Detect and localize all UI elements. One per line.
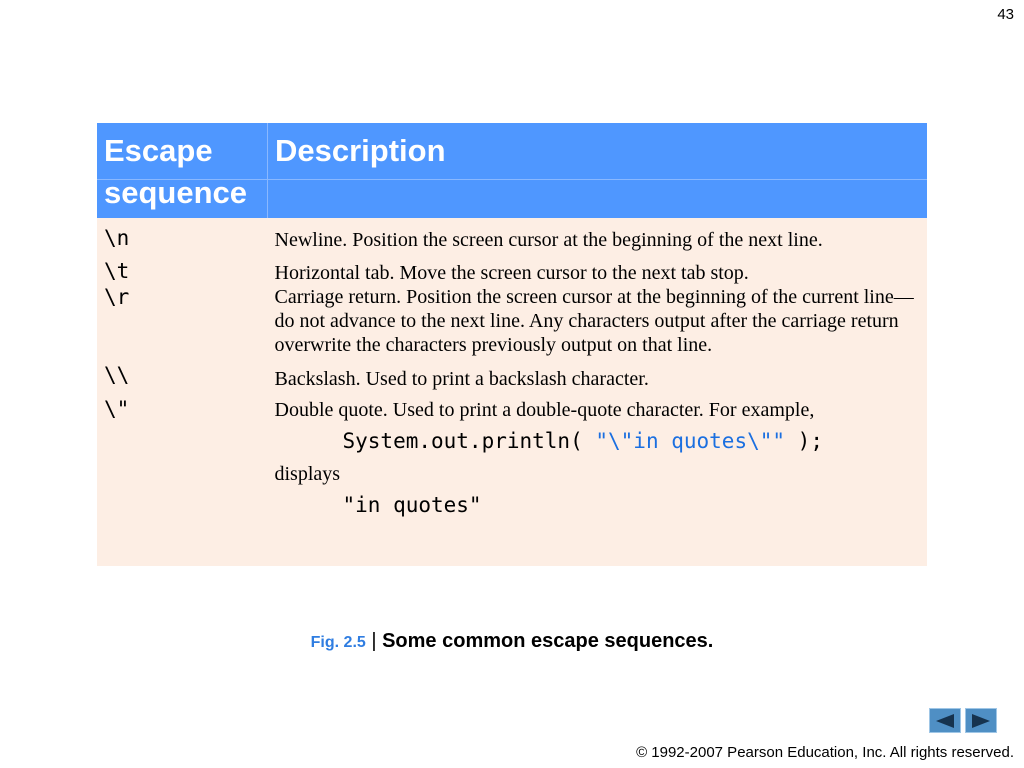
next-slide-button[interactable] <box>965 708 997 733</box>
escape-sequence-table-container <box>97 123 927 566</box>
table-row <box>97 218 927 257</box>
table-row <box>97 285 927 357</box>
slide-navigation <box>929 708 997 733</box>
description-cell: Backslash. Used to print a backslash character. <box>274 368 649 390</box>
header-description-label: Description <box>268 123 927 180</box>
code-string-literal: "\"in quotes\"" <box>595 429 786 453</box>
description-cell: Newline. Position the screen cursor at the beginning of the next line. <box>274 229 823 251</box>
code-output: "in quotes" <box>342 493 482 517</box>
escape-seq-cell: \n <box>104 226 130 250</box>
header-escape-label: Escape <box>97 123 267 180</box>
code-call: System.out.println( <box>342 429 596 453</box>
displays-label: displays <box>274 463 341 485</box>
escape-seq-cell: \t <box>104 259 130 283</box>
left-triangle-icon <box>934 713 956 729</box>
escape-seq-cell: \\ <box>104 363 130 387</box>
escape-seq-cell: \" <box>104 397 130 421</box>
table-row <box>97 391 927 518</box>
figure-label: Fig. 2.5 <box>310 634 366 651</box>
header-description <box>268 123 928 218</box>
copyright-notice: © 1992-2007 Pearson Education, Inc. All rights reserved. <box>636 744 1014 761</box>
header-sequence-label: sequence <box>104 175 248 210</box>
header-description-spacer <box>268 180 927 218</box>
figure-caption <box>0 630 1024 653</box>
figure-title: Some common escape sequences. <box>382 630 714 652</box>
page-number: 43 <box>997 6 1014 23</box>
previous-slide-button[interactable] <box>929 708 961 733</box>
description-cell: Carriage return. Position the screen cursor at the beginning of the current line—do not advance to the next line. Any characters output after the carriage return overwrite the characters previously output on that line. <box>274 286 914 356</box>
table-row <box>97 257 927 285</box>
caption-separator: | <box>365 630 383 652</box>
right-triangle-icon <box>970 713 992 729</box>
escape-sequence-table <box>97 123 927 518</box>
table-row <box>97 357 927 391</box>
escape-seq-cell: \r <box>104 285 130 309</box>
code-call-end: ); <box>785 429 823 453</box>
header-escape-sequence <box>97 123 268 218</box>
description-cell <box>268 391 928 518</box>
description-cell: Horizontal tab. Move the screen cursor to the next tab stop. <box>274 262 749 284</box>
code-example <box>275 426 922 456</box>
table-header-row <box>97 123 927 218</box>
description-text: Double quote. Used to print a double-quote character. For example, <box>274 399 815 421</box>
